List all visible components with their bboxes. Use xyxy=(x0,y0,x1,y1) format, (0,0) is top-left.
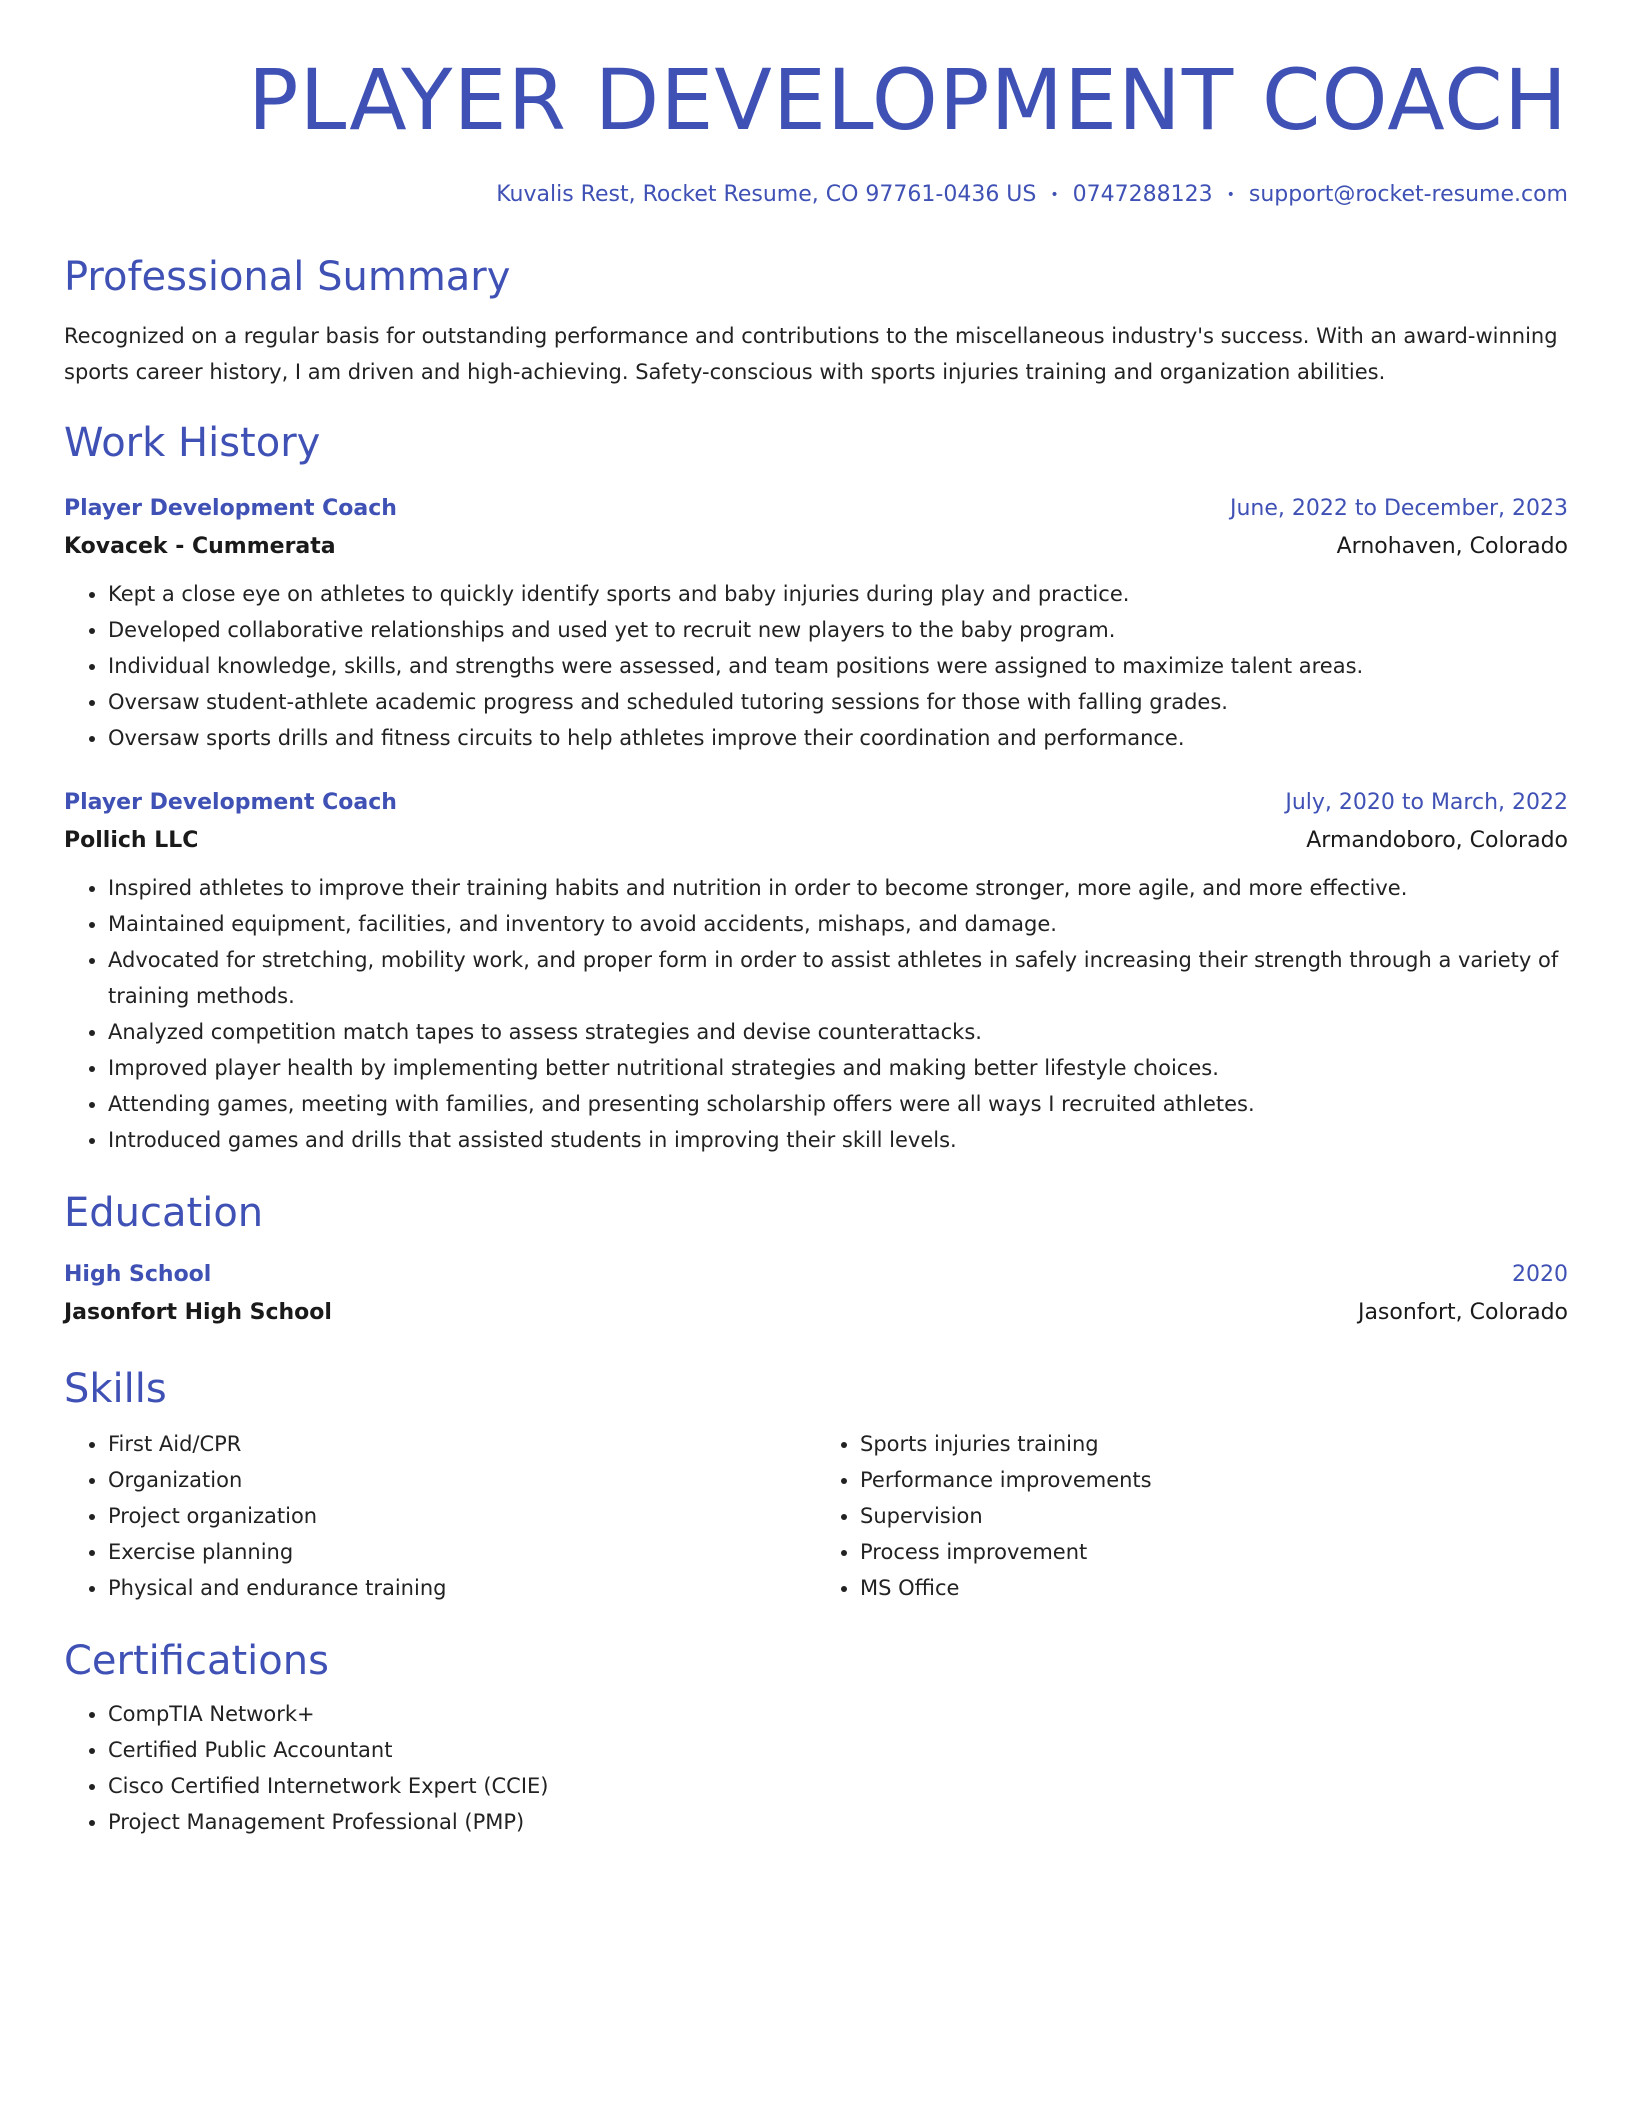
certification-item: • CompTIA Network+ xyxy=(108,1696,1568,1732)
job-bullet: • Kept a close eye on athletes to quickly identify sports and baby injuries during play and practice. xyxy=(108,576,1568,612)
job-bullet: • Oversaw sports drills and fitness circuits to help athletes improve their coordination and performance. xyxy=(108,720,1568,756)
education-header-row xyxy=(64,1256,1568,1294)
skills-grid xyxy=(64,1426,1568,1606)
summary-heading: Professional Summary xyxy=(64,254,511,300)
education-location: Jasonfort, Colorado xyxy=(1357,1300,1568,1325)
work-history-heading: Work History xyxy=(64,420,321,466)
job-bullet: • Inspired athletes to improve their training habits and nutrition in order to become stronger, more agile, and more effective. xyxy=(108,870,1568,906)
certification-item: • Project Management Professional (PMP) xyxy=(108,1804,1568,1840)
skills-list-right xyxy=(816,1426,1568,1606)
job-dates: June, 2022 to December, 2023 xyxy=(1229,496,1568,521)
skill-item: • Sports injuries training xyxy=(860,1426,1568,1462)
job-company-row xyxy=(64,528,1568,566)
skill-item: • Physical and endurance training xyxy=(108,1570,816,1606)
job-bullet: • Analyzed competition match tapes to assess strategies and devise counterattacks. xyxy=(108,1014,1568,1050)
skill-item: • Exercise planning xyxy=(108,1534,816,1570)
job-dates: July, 2020 to March, 2022 xyxy=(1285,790,1568,815)
job-bullet: • Developed collaborative relationships and used yet to recruit new players to the baby program. xyxy=(108,612,1568,648)
resume-page xyxy=(64,50,1568,1840)
job-bullets xyxy=(64,870,1568,1158)
job-bullet: • Introduced games and drills that assisted students in improving their skill levels. xyxy=(108,1122,1568,1158)
job-bullet: • Individual knowledge, skills, and strengths were assessed, and team positions were assigned to maximize talent areas. xyxy=(108,648,1568,684)
education-degree: High School xyxy=(64,1262,212,1287)
job-entry xyxy=(64,490,1568,756)
job-bullet: • Oversaw student-athlete academic progress and scheduled tutoring sessions for those with falling grades. xyxy=(108,684,1568,720)
certification-item: • Certified Public Accountant xyxy=(108,1732,1568,1768)
contact-separator: • xyxy=(1226,187,1235,203)
education-heading: Education xyxy=(64,1190,264,1236)
certifications-heading: Certifications xyxy=(64,1638,329,1684)
contact-email[interactable]: support@rocket-resume.com xyxy=(1248,182,1568,207)
skill-item: • Process improvement xyxy=(860,1534,1568,1570)
skill-item: • Performance improvements xyxy=(860,1462,1568,1498)
education-entry xyxy=(64,1256,1568,1332)
summary-text: Recognized on a regular basis for outstanding performance and contributions to the miscellaneous industry's success. With an award-winning sports career history, I am driven and high-achieving. Safety-conscious with sports injuries training and organization abilities. xyxy=(64,324,1558,384)
certification-item: • Cisco Certified Internetwork Expert (CCIE) xyxy=(108,1768,1568,1804)
skills-heading: Skills xyxy=(64,1366,167,1412)
education-school-row xyxy=(64,1294,1568,1332)
job-header-row xyxy=(64,490,1568,528)
job-role: Player Development Coach xyxy=(64,496,397,521)
skills-list-left xyxy=(64,1426,816,1606)
job-bullet: • Maintained equipment, facilities, and inventory to avoid accidents, mishaps, and damage. xyxy=(108,906,1568,942)
skill-item: • MS Office xyxy=(860,1570,1568,1606)
contact-separator: • xyxy=(1050,187,1059,203)
job-location: Arnohaven, Colorado xyxy=(1336,534,1568,559)
job-company: Pollich LLC xyxy=(64,828,199,853)
skill-item: • Project organization xyxy=(108,1498,816,1534)
job-company-row xyxy=(64,822,1568,860)
skill-item: • Organization xyxy=(108,1462,816,1498)
certifications-list xyxy=(64,1696,1568,1840)
candidate-name: PLAYER DEVELOPMENT COACH xyxy=(247,51,1568,149)
skill-item: • Supervision xyxy=(860,1498,1568,1534)
education-school: Jasonfort High School xyxy=(64,1300,332,1325)
job-bullets xyxy=(64,576,1568,756)
job-bullet: • Advocated for stretching, mobility work, and proper form in order to assist athletes in safely increasing their strength through a variety of training methods. xyxy=(108,942,1568,1014)
skill-item: • First Aid/CPR xyxy=(108,1426,816,1462)
job-bullet: • Attending games, meeting with families, and presenting scholarship offers were all ways I recruited athletes. xyxy=(108,1086,1568,1122)
job-header-row xyxy=(64,784,1568,822)
job-entry xyxy=(64,784,1568,1158)
contact-phone: 0747288123 xyxy=(1072,182,1213,207)
contact-address: Kuvalis Rest, Rocket Resume, CO 97761-0436 US xyxy=(496,182,1037,207)
job-role: Player Development Coach xyxy=(64,790,397,815)
education-year: 2020 xyxy=(1512,1262,1568,1287)
job-company: Kovacek - Cummerata xyxy=(64,534,336,559)
job-bullet: • Improved player health by implementing better nutritional strategies and making better lifestyle choices. xyxy=(108,1050,1568,1086)
contact-line xyxy=(64,180,1568,210)
job-location: Armandoboro, Colorado xyxy=(1306,828,1568,853)
